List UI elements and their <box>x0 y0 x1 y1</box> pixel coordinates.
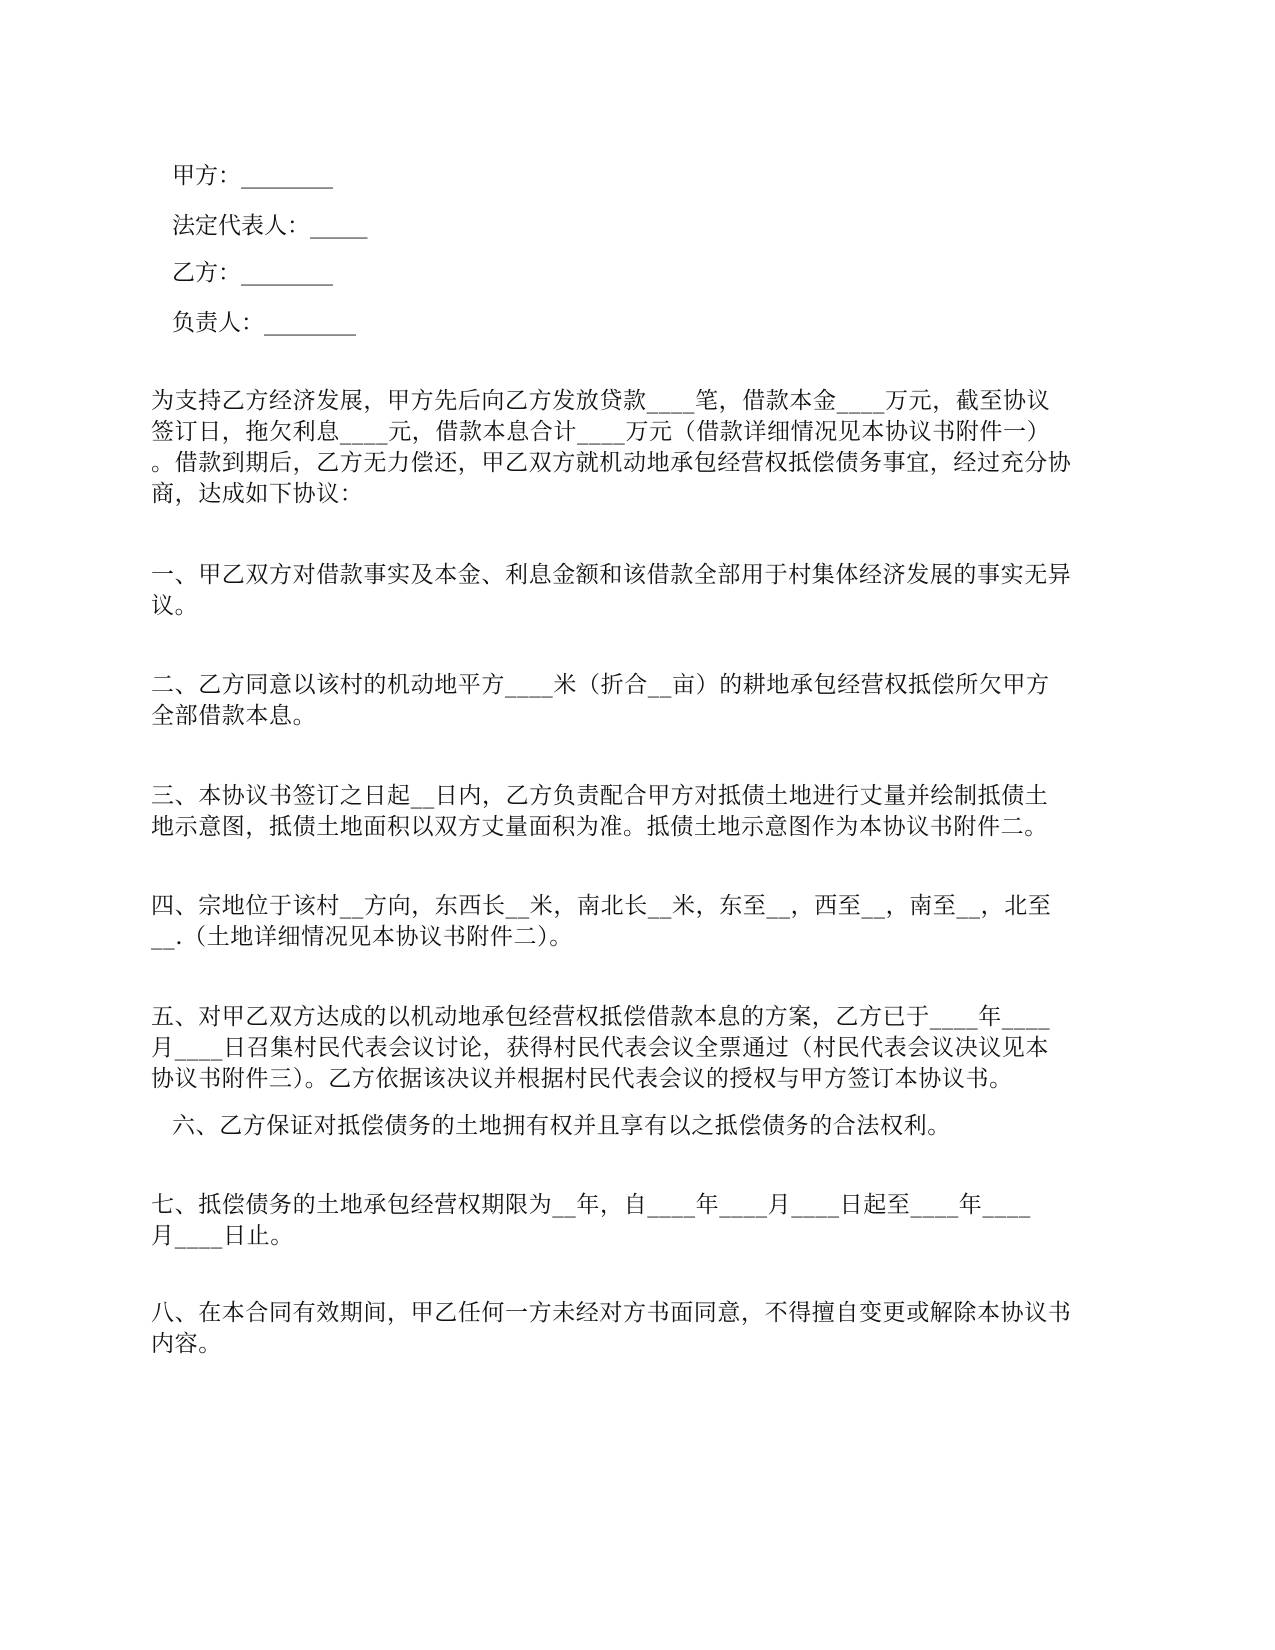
text-line: 为支持乙方经济发展，甲方先后向乙方发放贷款____笔，借款本金____万元，截至协议 <box>151 388 1051 414</box>
text-line: 协议书附件三）。乙方依据该决议并根据村民代表会议的授权与甲方签订本协议书。 <box>151 1066 1013 1092</box>
text-line: 地示意图，抵债土地面积以双方丈量面积为准。抵债土地示意图作为本协议书附件二。 <box>151 814 1048 840</box>
text-line: 四、宗地位于该村__方向，东西长__米，南北长__米，东至__，西至__，南至__，北至 <box>151 893 1052 919</box>
clause-2 <box>151 670 1131 732</box>
clause-3 <box>151 781 1131 843</box>
clause-8 <box>151 1298 1131 1360</box>
clause-5 <box>151 1002 1131 1095</box>
text-line: __.（土地详细情况见本协议书附件二）。 <box>151 924 573 950</box>
clause-7 <box>151 1190 1131 1252</box>
clause-6 <box>172 1111 1152 1142</box>
clause-1 <box>151 560 1131 622</box>
text-line: 签订日，拖欠利息____元，借款本息合计____万元（借款详细情况见本协议书附件一） <box>151 419 1051 445</box>
text-line: 六、乙方保证对抵偿债务的土地拥有权并且享有以之抵偿债务的合法权利。 <box>172 1113 951 1139</box>
text-line: 月____日召集村民代表会议讨论，获得村民代表会议全票通过（村民代表会议决议见本 <box>151 1035 1049 1061</box>
party-a-field: 甲方：________ <box>172 163 333 189</box>
text-line: 月____日止。 <box>151 1223 294 1249</box>
text-line: 七、抵偿债务的土地承包经营权期限为__年，自____年____月____日起至____年____ <box>151 1192 1031 1218</box>
text-line: 内容。 <box>151 1331 222 1357</box>
preamble-paragraph <box>151 386 1131 510</box>
legal-representative-field: 法定代表人：_____ <box>172 213 368 239</box>
text-line: 商，达成如下协议： <box>151 481 364 507</box>
text-line: 议。 <box>151 593 199 619</box>
text-line: 三、本协议书签订之日起__日内，乙方负责配合甲方对抵债土地进行丈量并绘制抵债土 <box>151 783 1049 809</box>
party-b-field: 乙方：________ <box>172 260 333 286</box>
responsible-person-field: 负责人：________ <box>172 310 356 336</box>
clause-4 <box>151 891 1131 953</box>
text-line: 五、对甲乙双方达成的以机动地承包经营权抵偿借款本息的方案，乙方已于____年____ <box>151 1004 1051 1030</box>
text-line: 二、乙方同意以该村的机动地平方____米（折合__亩）的耕地承包经营权抵偿所欠甲方 <box>151 672 1050 698</box>
text-line: 全部借款本息。 <box>151 703 317 729</box>
text-line: 。借款到期后，乙方无力偿还，甲乙双方就机动地承包经营权抵偿债务事宜，经过充分协 <box>151 450 1072 476</box>
text-line: 一、甲乙双方对借款事实及本金、利息金额和该借款全部用于村集体经济发展的事实无异 <box>151 562 1072 588</box>
text-line: 八、在本合同有效期间，甲乙任何一方未经对方书面同意，不得擅自变更或解除本协议书 <box>151 1300 1072 1326</box>
